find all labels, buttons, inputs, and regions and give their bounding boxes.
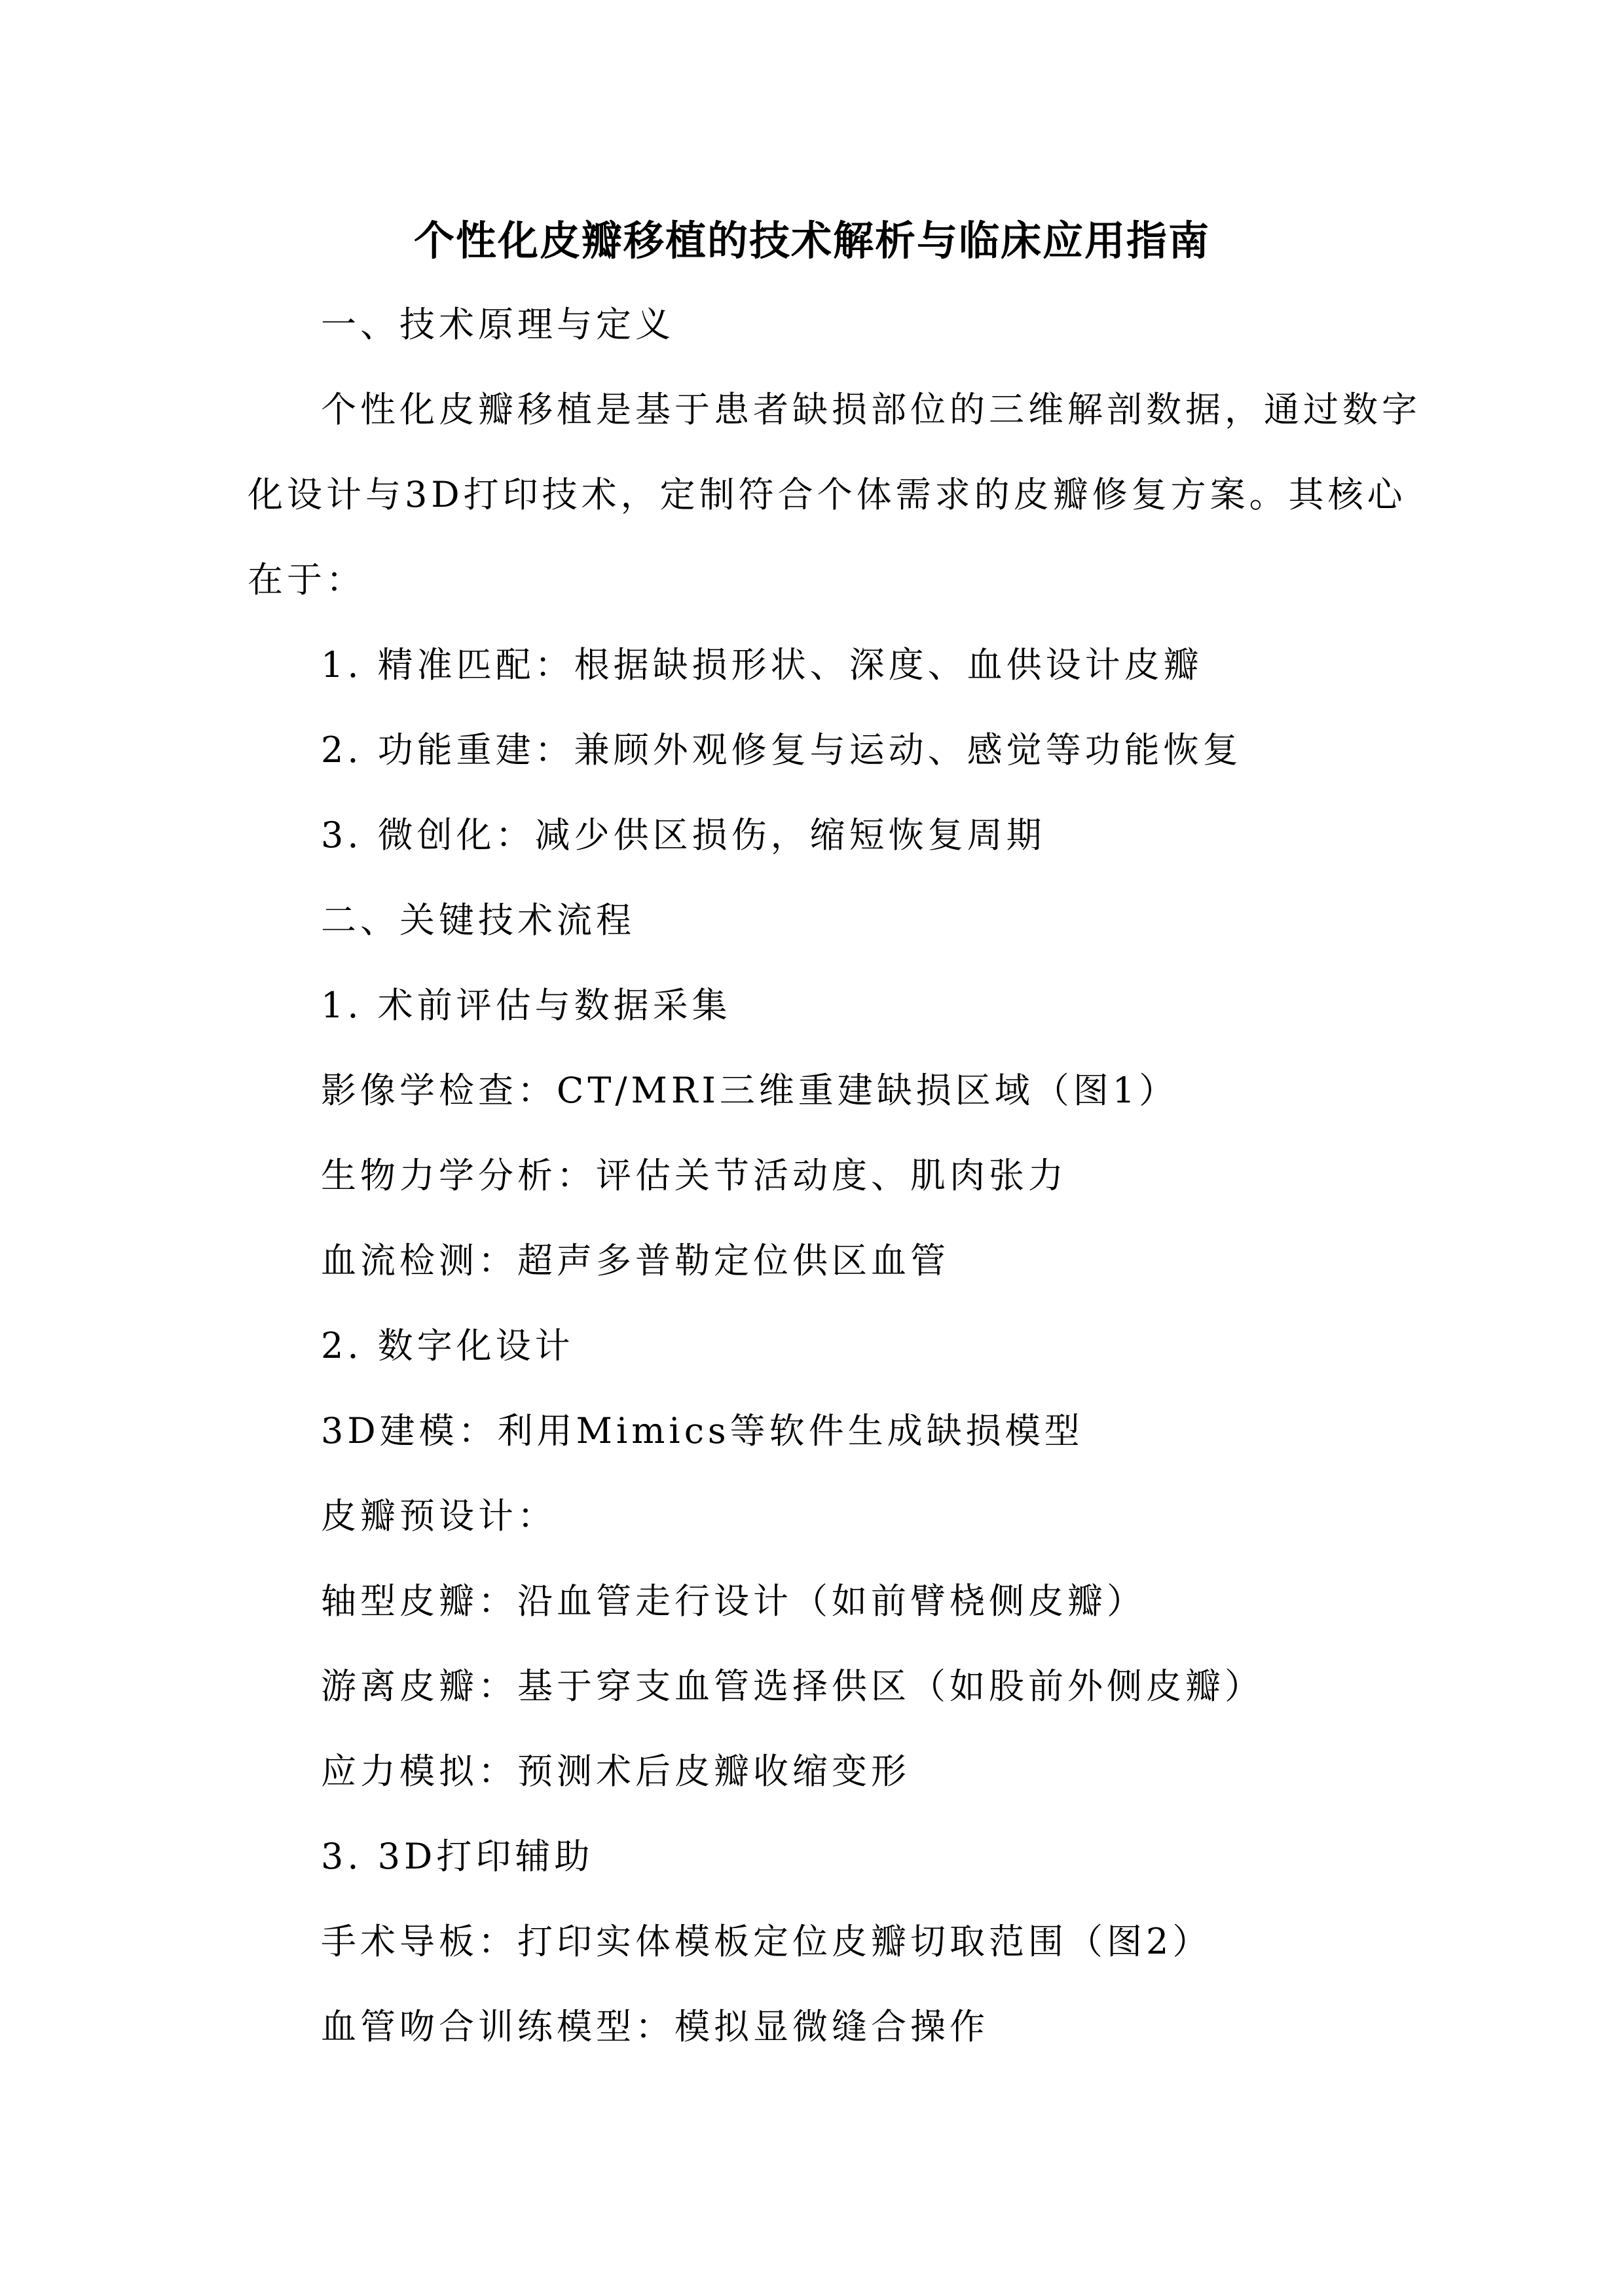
- list-item: 生物力学分析：评估关节活动度、肌肉张力: [321, 1155, 1067, 1196]
- list-item: 轴型皮瓣：沿血管走行设计（如前臂桡侧皮瓣）: [321, 1580, 1146, 1622]
- section-heading-process: 二、关键技术流程: [321, 900, 635, 941]
- list-item: 3D建模：利用Mimics等软件生成缺损模型: [321, 1410, 1084, 1451]
- list-item: 1. 精准匹配：根据缺损形状、深度、血供设计皮瓣: [321, 644, 1203, 685]
- document-title: 个性化皮瓣移植的技术解析与临床应用指南: [413, 217, 1210, 264]
- list-item: 2. 功能重建：兼顾外观修复与运动、感觉等功能恢复: [321, 729, 1242, 771]
- list-item: 手术导板：打印实体模板定位皮瓣切取范围（图2）: [321, 1921, 1212, 1962]
- list-item: 游离皮瓣：基于穿支血管选择供区（如股前外侧皮瓣）: [321, 1666, 1264, 1707]
- subsection-heading: 3. 3D打印辅助: [321, 1836, 594, 1877]
- paragraph-line: 个性化皮瓣移植是基于患者缺损部位的三维解剖数据，通过数字: [321, 389, 1421, 430]
- list-item: 皮瓣预设计：: [321, 1495, 557, 1537]
- paragraph-line: 化设计与3D打印技术，定制符合个体需求的皮瓣修复方案。其核心: [248, 474, 1407, 515]
- subsection-heading: 2. 数字化设计: [321, 1325, 574, 1366]
- list-item: 影像学检查：CT/MRI三维重建缺损区域（图1）: [321, 1070, 1179, 1111]
- section-heading-principles: 一、技术原理与定义: [321, 304, 674, 345]
- subsection-heading: 1. 术前评估与数据采集: [321, 985, 731, 1026]
- paragraph-line: 在于：: [248, 559, 365, 600]
- list-item: 血管吻合训练模型：模拟显微缝合操作: [321, 2006, 989, 2047]
- list-item: 应力模拟：预测术后皮瓣收缩变形: [321, 1751, 910, 1792]
- list-item: 血流检测：超声多普勒定位供区血管: [321, 1240, 950, 1281]
- list-item: 3. 微创化：减少供区损伤，缩短恢复周期: [321, 814, 1046, 856]
